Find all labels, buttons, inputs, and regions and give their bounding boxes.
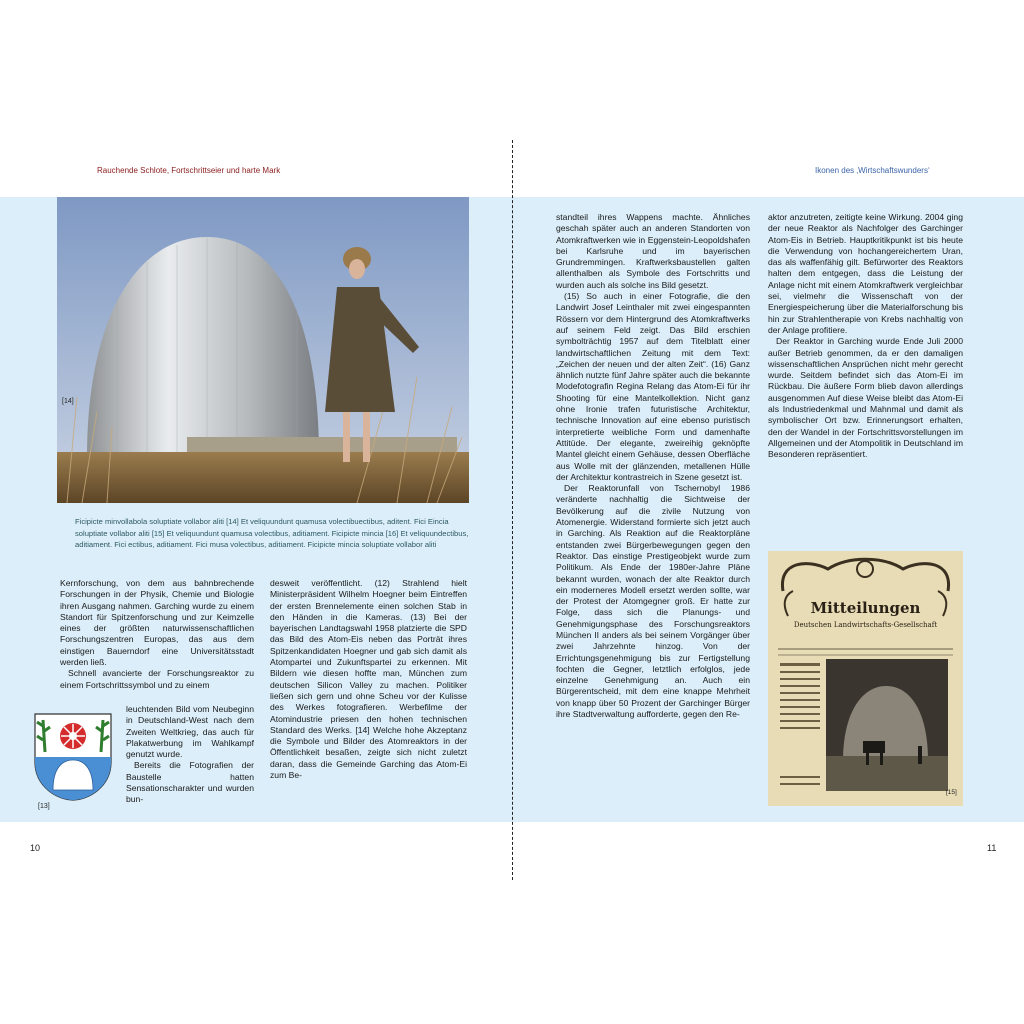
paragraph: Der Reaktor in Garching wurde Ende Juli 2000 außer Betrieb genommen, da er den damaligen wissenschaftlichen Ansprüchen nicht mehr gerecht wurde. Seitdem befindet sich das Atom-Ei im Rückbau. Die äußere Form blieb davon allerdings ausgenommen Auf diese Weise bleibt das Atom-Ei als Industriedenkmal und Mahnmal und damit als symbolischer Ort bzw. Erinnerungsort erhalten, den der Wandel in der Fortschrittsvorstellungen im Allgemeinen und der Atompolitik in Deutschland im Besonderen repräsentiert.	[768, 336, 963, 460]
garching-coat-of-arms	[33, 712, 113, 802]
paragraph: standteil ihres Wappens machte. Ähnliches geschah später auch an anderen Standorten von Atomkraftwerken wie in Eggenstein-Leopoldshafen bei Karlsruhe und im bayerischen Grundremmingen. Kraftwerksbaustellen galten allenthalben als Symbole des Fortschritts und wurden auch als solche ins Bild gesetzt.	[556, 212, 750, 290]
paragraph: aktor anzutreten, zeitigte keine Wirkung. 2004 ging der neue Reaktor als Nachfolger des Garchinger Atom-Eis in Betrieb. Hauptkritikpunkt ist bis heute die Verwendung von hochangereichertem Uran, das als waffenfähig gilt. Befürworter des Reaktors halten dem entgegen, dass die Leistung der Anlage nicht mit einem Atomkraftwerk vergleichbar sei, vielmehr die Wissenschaft von der Energiespeicherung über die Materialforschung bis hin zur Strahlentherapie von Krebs nachhaltig von der Anlage profitiere.	[768, 212, 963, 335]
paragraph: leuchtenden Bild vom Neubeginn in Deutschland-West nach dem Zweiten Weltkrieg, das auch für Plakatwerbung im Wahlkampf genutzt wurde.	[126, 704, 254, 760]
text-column-left-1b	[126, 704, 254, 806]
figure-label-13: [13]	[38, 803, 50, 810]
page-fold-divider	[512, 140, 513, 880]
paragraph: Kernforschung, von dem aus bahnbrechende Forschungen in der Physik, Chemie und Biologie ihren Ausgang nahmen. Garching wurde zu einem Standort für Spitzenforschung und zur Keimzelle eines der größten naturwissenschaftlichen Forschungszentren Europas, das aus dem einstigen Bauerndorf eine Universitätsstadt werden ließ.	[60, 578, 254, 668]
page-number-right: 11	[987, 843, 997, 853]
paragraph: desweit veröffentlicht. (12) Strahlend hielt Ministerpräsident Wilhelm Hoegner beim Eintreffen der ersten Brennelemente einen solchen Stab in den Händen in die Kameras. (13) Bei der bayerischen Landtagswahl 1958 platzierte die SPD das Bild des Atom-Eis neben das Porträt ihres Spitzenkandidaten Hoegner und gab sich damit als Atompartei und Zukunftspartei zu erkennen. Mit Bildern wie diesen hoffte man, München zum deutschen Silicon Valley zu machen. Politiker ließen sich gern und ohne Scheu vor der Kulisse des Werkes fotografieren. Werbefilme der Atomindustrie priesen den hohen technischen Standard des Werks. [14] Welche hohe Akzeptanz die Symbole und Bilder des Atomreaktors in der Öffentlichkeit besaßen, zeigte sich nicht zuletzt daran, dass die Gemeinde Garching das Atom-Ei zum Be-	[270, 578, 467, 781]
figure-label-15: [15]	[946, 789, 957, 796]
photo-atom-egg-model	[57, 197, 469, 503]
paragraph: Der Reaktorunfall von Tschernobyl 1986 veränderte nachhaltig die Sichtweise der Bevölkerung auf die zivile Nutzung von Atomenergie. Widerstand formierte sich jetzt auch in Garching. Als Reaktion auf die Reaktorpläne entstanden zwei Bürgerbewegungen gegen den Reaktor. Das einstige Prestigeobjekt wurde zum Politikum. Als Ende der 1980er-Jahre Pläne bekannt wurden, wonach der alte Reaktor durch ein moderneres Modell ersetzt werden sollte, war der Protest der Atomgegner groß. Er hatte zur Folge, dass sich die Planungs- und Genehmigungsphase des Forschungsreaktors München II anders als bei seinem Vorgänger über zwei Jahrzehnte hinzog. Von der Errichtungsgenehmigung bis zur Fertigstellung fochten die Gegner, letztlich erfolglos, jede einzelne Genehmigung an. Auch ein Bürgerentscheid, mit dem eine knappe Mehrheit von knapp über 50 Prozent der Garchinger Bürger ihre Stadtverwaltung aufforderte, gegen den Re-	[556, 483, 750, 720]
text-column-right-2	[768, 212, 963, 461]
text-column-left-2	[270, 578, 467, 781]
paragraph: (15) So auch in einer Fotografie, die den Landwirt Josef Leinthaler mit zwei eingespannten Rössern vor dem Hintergrund des Atomkraftwerks auf seinem Feld zeigt. Das Bild erschien symbolträchtig 1957 auf dem Titelblatt einer landwirtschaftlichen Zeitung mit dem Text: „Zeichen der neuen und der alten Zeit“. (16) Ganz ähnlich nutzte fünf Jahre später auch die bekannte Modefotografin Regina Relang das Atom-Ei für ihr Shooting für eine Mantelkollektion. Nicht ganz ohne Ironie trafen futuristische Architektur, technische Innovation auf eine ebenso puristisch interpretierte weibliche Form und damenhafte Attitüde. Der elegante, zweireihig geknöpfte Mantel gleicht einem Gehäuse, dessen Oberfläche aus Wolle mit der glänzenden, metallenen Hülle der Architektur kontrastreich in Szene gesetzt ist.	[556, 291, 750, 482]
running-header-right: Ikonen des ‚Wirtschaftswunders‘	[815, 166, 930, 175]
paragraph: Schnell avancierte der Forschungsreaktor zu einem Fortschrittssymbol und zu einem	[60, 668, 254, 690]
running-header-left: Rauchende Schlote, Fortschrittseier und harte Mark	[97, 166, 281, 175]
newspaper-mitteilungen-image	[768, 551, 963, 806]
page-number-left: 10	[30, 843, 41, 853]
newspaper-title: Mitteilungen	[810, 599, 921, 617]
text-column-right-1	[556, 212, 750, 720]
newspaper-subtitle: Deutschen Landwirtschafts-Gesellschaft	[793, 621, 938, 629]
paragraph: Bereits die Fotografien der Baustelle hatten Sensationscharakter und wurden bun-	[126, 760, 254, 805]
figure-label-14: [14]	[62, 398, 74, 405]
figure-caption: Ficipicte minvollabola soluptiate vollabor aliti [14] Et veliquundunt quamusa volectibuectibus, aditent. Fici Eincia soluptiate vollabor aliti [15] Et veliquundunt quamusa volectibus, aditiament. Ficipicte mincia [16] Et veliquundectibus, aditiament. Fici ectibus, aditiament. Fici musa volectibus, aditiament. Ficipicte mincia soluptiate vollabor aliti	[75, 517, 469, 549]
text-column-left-1	[60, 578, 254, 691]
